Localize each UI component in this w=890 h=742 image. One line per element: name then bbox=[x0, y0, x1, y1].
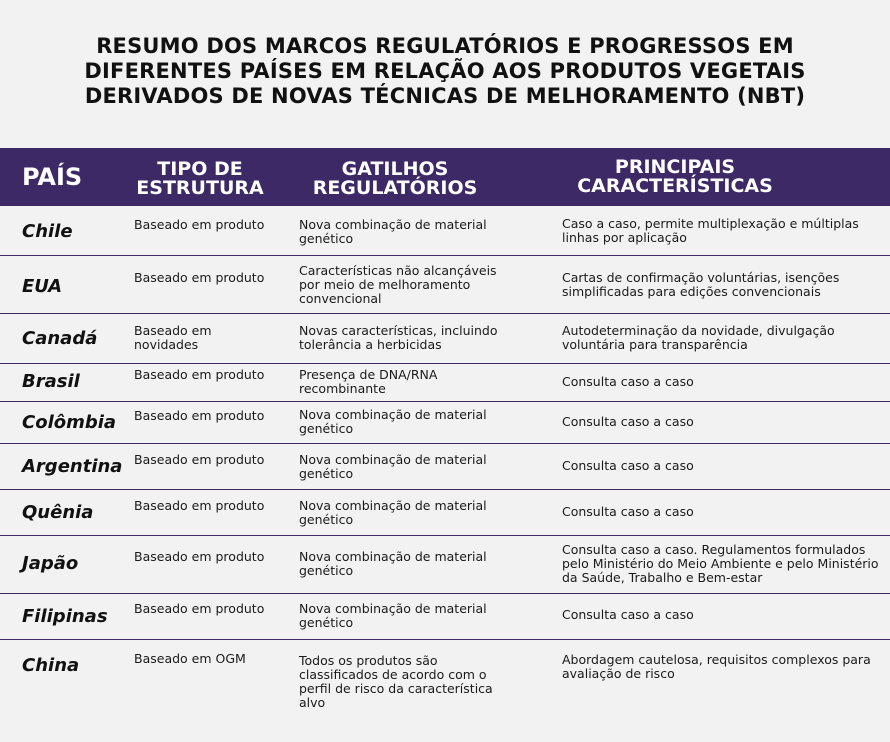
features-cell: Cartas de confirmação voluntárias, isenções simplificadas para edições convencionais bbox=[562, 270, 840, 299]
trigger-cell: Novas características, incluindo tolerância a herbicidas bbox=[299, 323, 498, 352]
table-row bbox=[0, 640, 890, 720]
structure-cell: Baseado em produto bbox=[134, 452, 265, 467]
table-row bbox=[0, 490, 890, 536]
trigger-cell: Nova combinação de material genético bbox=[299, 549, 487, 578]
trigger-cell: Nova combinação de material genético bbox=[299, 407, 487, 436]
table-row bbox=[0, 444, 890, 490]
table-row bbox=[0, 314, 890, 364]
country-name: Argentina bbox=[22, 456, 123, 477]
title-line: DIFERENTES PAÍSES EM RELAÇÃO AOS PRODUTOS VEGETAIS bbox=[84, 59, 806, 83]
country-name: Chile bbox=[22, 221, 73, 242]
table-header bbox=[0, 148, 890, 206]
table-body bbox=[0, 206, 890, 720]
features-cell: Caso a caso, permite multiplexação e múltiplas linhas por aplicação bbox=[562, 216, 859, 245]
country-name: China bbox=[22, 655, 80, 676]
features-cell: Consulta caso a caso. Regulamentos formulados pelo Ministério do Meio Ambiente e pelo Ministério da Saúde, Trabalho e Bem-estar bbox=[562, 542, 879, 585]
header-country: PAÍS bbox=[22, 163, 83, 191]
country-name: Quênia bbox=[22, 502, 94, 523]
structure-cell: Baseado em produto bbox=[134, 217, 265, 232]
features-cell: Autodeterminação da novidade, divulgação voluntária para transparência bbox=[562, 323, 835, 352]
structure-cell: Baseado em produto bbox=[134, 408, 265, 423]
trigger-cell: Presença de DNA/RNA recombinante bbox=[299, 367, 438, 396]
structure-cell: Baseado em produto bbox=[134, 270, 265, 285]
header-features: PRINCIPAIS CARACTERÍSTICAS bbox=[577, 156, 773, 197]
trigger-cell: Nova combinação de material genético bbox=[299, 452, 487, 481]
table-row bbox=[0, 594, 890, 640]
country-name: Canadá bbox=[22, 328, 98, 349]
trigger-cell: Características não alcançáveis por meio de melhoramento convencional bbox=[299, 263, 497, 306]
structure-cell: Baseado em novidades bbox=[134, 323, 212, 352]
country-name: Japão bbox=[22, 553, 79, 574]
trigger-cell: Todos os produtos são classificados de acordo com o perfil de risco da característica alvo bbox=[299, 653, 493, 710]
page-title bbox=[0, 34, 890, 109]
structure-cell: Baseado em produto bbox=[134, 367, 265, 382]
table-row bbox=[0, 256, 890, 314]
structure-cell: Baseado em produto bbox=[134, 549, 265, 564]
country-name: Brasil bbox=[22, 371, 80, 392]
features-cell: Consulta caso a caso bbox=[562, 374, 694, 389]
title-line: DERIVADOS DE NOVAS TÉCNICAS DE MELHORAMENTO (NBT) bbox=[84, 84, 806, 108]
features-cell: Consulta caso a caso bbox=[562, 504, 694, 519]
table-row bbox=[0, 364, 890, 402]
country-name: Colômbia bbox=[22, 412, 117, 433]
structure-cell: Baseado em produto bbox=[134, 498, 265, 513]
structure-cell: Baseado em OGM bbox=[134, 651, 246, 666]
header-triggers: GATILHOS REGULATÓRIOS bbox=[312, 158, 478, 199]
features-cell: Consulta caso a caso bbox=[562, 607, 694, 622]
features-cell: Abordagem cautelosa, requisitos complexos para avaliação de risco bbox=[562, 652, 871, 681]
table-row bbox=[0, 206, 890, 256]
trigger-cell: Nova combinação de material genético bbox=[299, 601, 487, 630]
table-row bbox=[0, 402, 890, 444]
title-line: RESUMO DOS MARCOS REGULATÓRIOS E PROGRESSOS EM bbox=[96, 34, 794, 58]
features-cell: Consulta caso a caso bbox=[562, 458, 694, 473]
trigger-cell: Nova combinação de material genético bbox=[299, 498, 487, 527]
country-name: EUA bbox=[22, 276, 63, 297]
structure-cell: Baseado em produto bbox=[134, 601, 265, 616]
trigger-cell: Nova combinação de material genético bbox=[299, 217, 487, 246]
country-name: Filipinas bbox=[22, 606, 108, 627]
features-cell: Consulta caso a caso bbox=[562, 414, 694, 429]
header-structure: TIPO DE ESTRUTURA bbox=[136, 158, 264, 199]
table-row bbox=[0, 536, 890, 594]
